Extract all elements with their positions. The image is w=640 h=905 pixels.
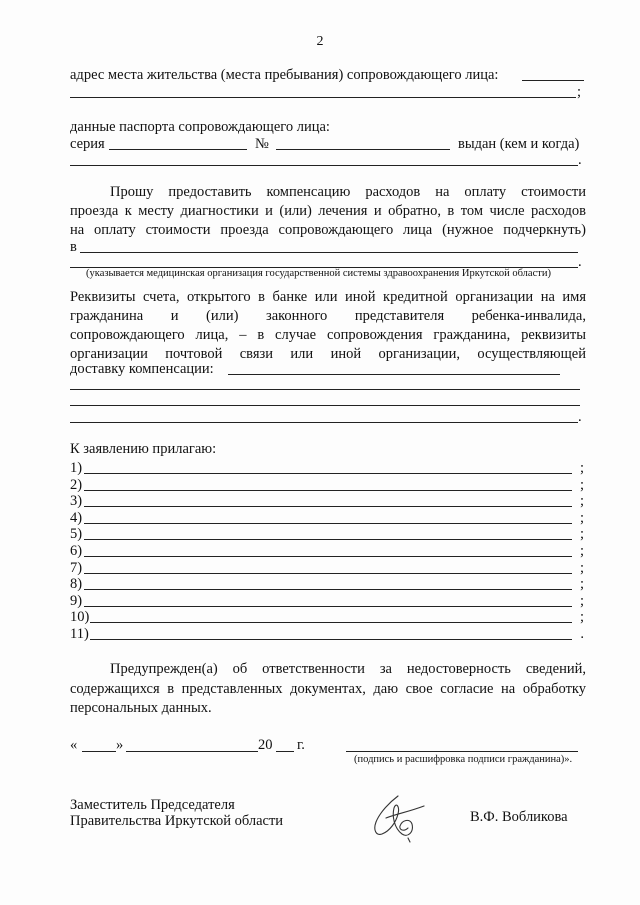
attachment-item: [70, 625, 584, 643]
attachment-item: [70, 592, 584, 610]
passport-end-mark: .: [578, 152, 582, 168]
date-month-field[interactable]: [126, 751, 258, 752]
address-field-line-2[interactable]: [70, 97, 576, 98]
warning-text-line-2: содержащихся в представленных документах, даю свое согласие на обработку: [70, 681, 586, 697]
citizen-signature-field[interactable]: [346, 751, 578, 752]
warning-text-line-1: Предупрежден(а) об ответственности за недостоверность сведений,: [110, 661, 586, 677]
attachment-end-mark: ;: [579, 609, 584, 626]
attachment-item: [70, 575, 584, 593]
attachment-number: 2): [70, 476, 83, 493]
medical-organization-field[interactable]: [80, 252, 578, 253]
attachment-field-line[interactable]: [90, 639, 572, 640]
passport-issued-field[interactable]: [70, 165, 578, 166]
attachments-label: К заявлению прилагаю:: [70, 441, 217, 457]
request-text-line-1: Прошу предоставить компенсацию расходов на оплату стоимости: [110, 184, 586, 200]
attachment-field-line[interactable]: [84, 606, 572, 607]
attachment-field-line[interactable]: [84, 473, 572, 474]
attachment-number: 8): [70, 576, 83, 593]
attachment-end-mark: ;: [579, 576, 584, 593]
request-text-line-3: на оплату стоимости проезда сопровождающего лица (нужное подчеркнуть): [70, 222, 586, 238]
attachment-end-mark: ;: [579, 543, 584, 559]
requisites-field[interactable]: [228, 374, 560, 375]
attachment-item: [70, 559, 584, 577]
handwritten-signature: [368, 788, 428, 844]
official-name: В.Ф. Вобликова: [470, 809, 568, 825]
attachment-field-line[interactable]: [90, 622, 572, 623]
requisites-field-4[interactable]: [70, 422, 578, 423]
passport-number-label: №: [255, 136, 269, 152]
attachment-field-line[interactable]: [84, 556, 572, 557]
attachment-item: [70, 542, 584, 560]
attachment-field-line[interactable]: [84, 506, 572, 507]
attachment-number: 9): [70, 592, 83, 609]
official-position-line-2: Правительства Иркутской области: [70, 813, 284, 829]
attachment-number: 5): [70, 526, 83, 543]
attachment-number: 1): [70, 460, 83, 476]
official-position-line-1: Заместитель Председателя: [70, 797, 235, 813]
attachment-number: 10): [70, 609, 90, 626]
requisites-field-3[interactable]: [70, 405, 580, 406]
request-end-mark: .: [578, 254, 582, 270]
request-text-line-2: проезда к месту диагностики и (или) лечения и обратно, в том числе расходов: [70, 203, 586, 219]
requisites-end-mark: .: [578, 409, 582, 425]
attachment-number: 6): [70, 543, 83, 559]
requisites-text-line-3: сопровождающего лица, – в случае сопровождения гражданина, реквизиты: [70, 327, 586, 343]
attachment-end-mark: ;: [579, 476, 584, 493]
passport-series-field[interactable]: [109, 149, 247, 150]
address-label: адрес места жительства (места пребывания) сопровождающего лица:: [70, 67, 499, 83]
page-number: 2: [316, 34, 324, 49]
attachment-field-line[interactable]: [84, 589, 572, 590]
attachment-end-mark: ;: [579, 526, 584, 543]
warning-text-line-3: персональных данных.: [70, 700, 212, 716]
attachment-end-mark: ;: [579, 493, 584, 510]
attachment-field-line[interactable]: [84, 490, 572, 491]
date-close-quote: »: [116, 737, 124, 753]
attachment-number: 11): [70, 626, 89, 642]
medical-organization-caption: (указывается медицинская организация государственной системы здравоохранения Иркутской области): [86, 268, 551, 279]
date-year-field[interactable]: [276, 751, 294, 752]
passport-issued-label: выдан (кем и когда): [458, 136, 580, 152]
request-in-label: в: [70, 239, 77, 255]
attachment-number: 4): [70, 509, 83, 526]
date-open-quote: «: [70, 737, 78, 753]
attachment-number: 3): [70, 493, 83, 510]
date-year-suffix: г.: [297, 737, 305, 753]
attachment-item: [70, 525, 584, 543]
attachment-field-line[interactable]: [84, 523, 572, 524]
requisites-text-line-4: организации почтовой связи или иной организации, осуществляющей: [70, 346, 586, 362]
passport-series-label: серия: [70, 136, 105, 152]
requisites-text-line-2: гражданина и (или) законного представителя ребенка-инвалида,: [70, 308, 586, 324]
attachment-item: [70, 509, 584, 527]
date-day-field[interactable]: [82, 751, 116, 752]
attachment-item: [70, 476, 584, 494]
passport-label: данные паспорта сопровождающего лица:: [70, 119, 330, 135]
citizen-signature-caption: (подпись и расшифровка подписи гражданина)».: [354, 754, 573, 765]
attachment-end-mark: ;: [579, 509, 584, 526]
requisites-field-2[interactable]: [70, 389, 580, 390]
attachment-end-mark: ;: [579, 592, 584, 609]
requisites-text-line-5: доставку компенсации:: [70, 361, 214, 377]
attachment-field-line[interactable]: [84, 539, 572, 540]
requisites-text-line-1: Реквизиты счета, открытого в банке или иной кредитной организации на имя: [70, 289, 586, 305]
passport-number-field[interactable]: [276, 149, 450, 150]
attachment-end-mark: ;: [579, 559, 584, 576]
attachment-item: [70, 459, 584, 477]
attachment-end-mark: .: [580, 626, 584, 642]
date-year-prefix: 20: [258, 737, 273, 753]
attachment-item: [70, 492, 584, 510]
attachment-number: 7): [70, 559, 83, 576]
attachment-item: [70, 608, 584, 626]
address-end-mark: ;: [577, 84, 582, 100]
address-field-line[interactable]: [522, 80, 584, 81]
attachment-field-line[interactable]: [84, 573, 572, 574]
attachment-end-mark: ;: [579, 460, 584, 476]
